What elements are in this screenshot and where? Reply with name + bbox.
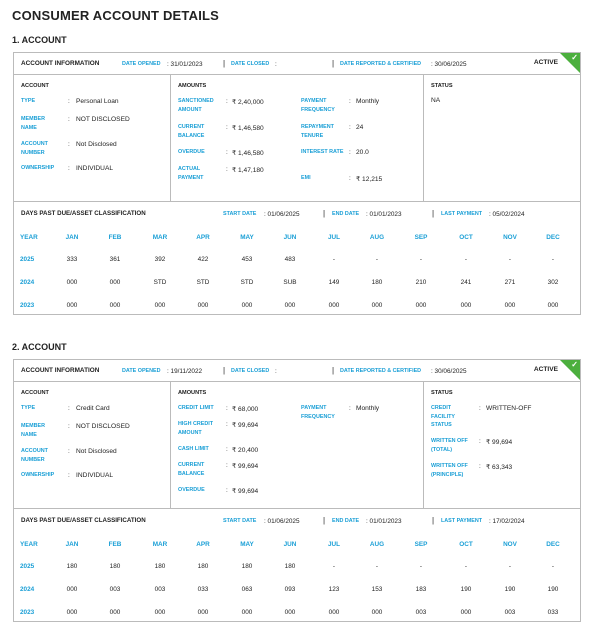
status-field-label: CREDIT FACILITY STATUS [431,405,455,428]
status-section-title: STATUS [431,390,453,396]
dpd-header-cell: JUN [283,541,297,548]
dpd-header-cell: NOV [503,234,517,241]
account-info-bar [14,53,580,75]
dpd-header-cell: OCT [459,234,473,241]
dpd-value-cell: 302 [547,279,559,286]
check-icon: ✓ [571,360,578,369]
amount-field-label: CURRENT BALANCE [178,462,205,477]
dpd-value-cell: 000 [197,302,209,309]
dpd-header-cell: MAR [152,234,168,241]
colon: : [226,487,228,494]
account-sections [14,382,580,509]
last-payment-value: : 17/02/2024 [489,517,525,525]
colon: : [349,124,351,131]
dpd-title: DAYS PAST DUE/ASSET CLASSIFICATION [21,517,146,524]
date-closed-value: : [275,60,277,68]
status-field-label: WRITTEN OFF (PRINCIPLE) [431,463,468,478]
status-section [424,382,581,509]
dpd-header-cell: JAN [65,234,79,241]
account-heading: 1. ACCOUNT [12,35,67,45]
colon: : [226,124,228,131]
dpd-value-cell: 180 [109,563,121,570]
separator: | [223,366,226,375]
dpd-year-cell: 2025 [20,563,35,570]
separator: | [323,516,326,525]
dpd-value-cell: 190 [460,586,472,593]
check-icon: ✓ [571,53,578,62]
dpd-value-cell: - [464,256,468,263]
dpd-value-cell: 180 [66,563,78,570]
amount-field-value: ₹ 12,215 [356,175,383,183]
amount-field-value: ₹ 2,40,000 [232,98,264,106]
dpd-value-cell: 000 [415,302,427,309]
dpd-value-cell: 210 [415,279,427,286]
account-sections [14,75,580,202]
dpd-value-cell: 241 [460,279,472,286]
colon: : [226,166,228,173]
dpd-value-cell: 392 [154,256,166,263]
dpd-header-cell: MAR [152,541,168,548]
colon: : [349,98,351,105]
amount-field-label: REPAYMENT TENURE [301,124,334,139]
colon: : [68,98,70,105]
last-payment-label: LAST PAYMENT [441,518,483,524]
dpd-value-cell: 000 [284,302,296,309]
account-field-label: MEMBER NAME [21,423,45,438]
amount-field-label: CREDIT LIMIT [178,405,214,411]
status-field-label: WRITTEN OFF (TOTAL) [431,438,468,453]
last-payment-value: : 05/02/2024 [489,210,525,218]
amount-field-label: ACTUAL PAYMENT [178,166,204,181]
dpd-year-cell: 2024 [20,586,35,593]
amount-field-value: ₹ 20,400 [232,446,259,454]
dpd-value-cell: - [551,563,555,570]
account-field-label: OWNERSHIP [21,165,55,171]
status-badge: ACTIVE [533,366,558,373]
amount-field-label: PAYMENT FREQUENCY [301,405,335,420]
dpd-header-cell: JUL [327,234,341,241]
dpd-value-cell: - [508,256,512,263]
amount-field-value: 24 [356,123,364,131]
date-opened-value: : 31/01/2023 [167,60,203,68]
separator: | [332,59,335,68]
account-section [14,75,171,202]
dpd-value-cell: 190 [547,586,559,593]
dpd-value-cell: - [551,256,555,263]
amounts-section-title: AMOUNTS [178,390,207,396]
dpd-value-cell: 000 [66,302,78,309]
dpd-value-cell: 000 [154,302,166,309]
dpd-value-cell: 333 [66,256,78,263]
amount-field-value: ₹ 1,46,580 [232,149,264,157]
dpd-value-cell: 000 [109,302,121,309]
date-closed-label: DATE CLOSED [231,368,270,374]
dpd-value-cell: 149 [328,279,340,286]
dpd-header-cell: APR [196,234,210,241]
amount-field-value: ₹ 68,000 [232,405,259,413]
amount-field-value: ₹ 1,46,580 [232,124,264,132]
dpd-value-cell: 000 [460,302,472,309]
amount-field-value: ₹ 99,694 [232,421,259,429]
status-field-value: ₹ 63,343 [486,463,513,471]
separator: | [432,209,435,218]
account-field-value: INDIVIDUAL [76,164,114,172]
date-closed-value: : [275,367,277,375]
dpd-grid [14,531,580,622]
account-card [13,359,581,622]
dpd-value-cell: 000 [66,586,78,593]
separator: | [432,516,435,525]
amount-field-label: OVERDUE [178,487,205,493]
dpd-value-cell: - [419,563,423,570]
date-reported-label: DATE REPORTED & CERTIFIED [340,61,422,67]
amount-field-label: SANCTIONED AMOUNT [178,98,214,113]
colon: : [68,165,70,172]
amounts-section [171,382,424,509]
amounts-section [171,75,424,202]
dpd-value-cell: 003 [109,586,121,593]
dpd-value-cell: 180 [197,563,209,570]
start-date-value: : 01/06/2025 [264,210,300,218]
date-opened-label: DATE OPENED [122,61,161,67]
dpd-value-cell: 000 [371,609,383,616]
colon: : [226,98,228,105]
dpd-header-cell: MAY [240,234,254,241]
account-section [14,382,171,509]
dpd-year-cell: 2025 [20,256,35,263]
status-section [424,75,581,202]
dpd-value-cell: - [332,563,336,570]
dpd-header-cell: YEAR [20,234,38,241]
dpd-value-cell: 453 [241,256,253,263]
amount-field-label: PAYMENT FREQUENCY [301,98,335,113]
colon: : [68,116,70,123]
account-section-title: ACCOUNT [21,83,49,89]
account-info-title: ACCOUNT INFORMATION [21,60,100,67]
dpd-year-cell: 2024 [20,279,35,286]
amount-field-value: Monthly [356,97,380,105]
dpd-value-cell: 000 [109,609,121,616]
dpd-header-cell: JAN [65,541,79,548]
dpd-header-cell: SEP [414,234,428,241]
date-reported-value: : 30/06/2025 [431,60,467,68]
dpd-grid [14,224,580,315]
status-field-value: ₹ 99,694 [486,438,513,446]
account-field-label: ACCOUNT NUMBER [21,448,48,463]
colon: : [226,405,228,412]
dpd-header-cell: YEAR [20,541,38,548]
dpd-value-cell: STD [153,279,167,286]
colon: : [68,423,70,430]
separator: | [332,366,335,375]
account-field-label: MEMBER NAME [21,116,45,131]
account-field-value: INDIVIDUAL [76,471,114,479]
colon: : [479,405,481,412]
account-field-label: TYPE [21,98,36,104]
date-closed-label: DATE CLOSED [231,61,270,67]
account-field-value: NOT DISCLOSED [76,422,130,430]
status-text: NA [431,97,441,104]
dpd-header-cell: APR [196,541,210,548]
dpd-value-cell: 123 [328,586,340,593]
status-field-value: WRITTEN-OFF [486,404,532,412]
dpd-value-cell: 180 [241,563,253,570]
end-date-value: : 01/01/2023 [366,517,402,525]
date-reported-value: : 30/06/2025 [431,367,467,375]
dpd-header-cell: AUG [369,234,385,241]
dpd-value-cell: 153 [371,586,383,593]
dpd-header-cell: DEC [546,541,560,548]
status-badge: ACTIVE [533,59,558,66]
account-field-value: Not Disclosed [76,447,117,455]
dpd-value-cell: 000 [547,302,559,309]
dpd-value-cell: 483 [284,256,296,263]
dpd-year-cell: 2023 [20,302,35,309]
dpd-value-cell: STD [196,279,210,286]
colon: : [349,405,351,412]
dpd-value-cell: 000 [66,279,78,286]
end-date-label: END DATE [332,518,360,524]
account-field-value: Not Disclosed [76,140,117,148]
account-heading: 2. ACCOUNT [12,342,67,352]
dpd-value-cell: 000 [460,609,472,616]
start-date-value: : 01/06/2025 [264,517,300,525]
colon: : [226,462,228,469]
dpd-value-cell: 000 [66,609,78,616]
end-date-value: : 01/01/2023 [366,210,402,218]
amount-field-label: CASH LIMIT [178,446,209,452]
dpd-header-cell: NOV [503,541,517,548]
account-info-bar [14,360,580,382]
dpd-value-cell: 000 [371,302,383,309]
colon: : [226,446,228,453]
colon: : [68,448,70,455]
colon: : [479,463,481,470]
dpd-bar [14,509,580,531]
dpd-title: DAYS PAST DUE/ASSET CLASSIFICATION [21,210,146,217]
separator: | [223,59,226,68]
dpd-value-cell: 063 [241,586,253,593]
dpd-value-cell: 190 [504,586,516,593]
dpd-value-cell: STD [240,279,254,286]
account-field-label: TYPE [21,405,36,411]
colon: : [349,149,351,156]
amount-field-label: HIGH CREDIT AMOUNT [178,421,214,436]
colon: : [479,438,481,445]
dpd-value-cell: 361 [109,256,121,263]
dpd-value-cell: 093 [284,586,296,593]
dpd-bar [14,202,580,224]
dpd-value-cell: 003 [415,609,427,616]
colon: : [68,141,70,148]
dpd-value-cell: 033 [197,586,209,593]
dpd-value-cell: - [332,256,336,263]
dpd-value-cell: 000 [504,302,516,309]
amount-field-label: EMI [301,175,311,181]
dpd-header-cell: OCT [459,541,473,548]
amount-field-label: CURRENT BALANCE [178,124,205,139]
end-date-label: END DATE [332,211,360,217]
amount-field-value: ₹ 1,47,180 [232,166,264,174]
dpd-value-cell: 000 [328,302,340,309]
dpd-value-cell: 180 [284,563,296,570]
amount-field-label: INTEREST RATE [301,149,344,155]
amounts-section-title: AMOUNTS [178,83,207,89]
dpd-value-cell: 000 [109,279,121,286]
dpd-value-cell: 271 [504,279,516,286]
dpd-value-cell: 183 [415,586,427,593]
account-field-value: Personal Loan [76,97,119,105]
dpd-header-cell: JUN [283,234,297,241]
dpd-value-cell: 033 [547,609,559,616]
amount-field-value: Monthly [356,404,380,412]
dpd-header-cell: FEB [108,541,122,548]
dpd-value-cell: 003 [504,609,516,616]
last-payment-label: LAST PAYMENT [441,211,483,217]
amount-field-value: ₹ 99,694 [232,487,259,495]
colon: : [226,421,228,428]
dpd-value-cell: 003 [154,586,166,593]
dpd-value-cell: 000 [241,609,253,616]
colon: : [226,149,228,156]
dpd-value-cell: 422 [197,256,209,263]
dpd-value-cell: - [375,563,379,570]
account-field-label: ACCOUNT NUMBER [21,141,48,156]
date-opened-label: DATE OPENED [122,368,161,374]
dpd-value-cell: 180 [154,563,166,570]
dpd-header-cell: DEC [546,234,560,241]
dpd-header-cell: FEB [108,234,122,241]
dpd-value-cell: 000 [241,302,253,309]
page-title: CONSUMER ACCOUNT DETAILS [12,8,220,23]
dpd-value-cell: - [419,256,423,263]
colon: : [349,175,351,182]
date-opened-value: : 19/11/2022 [167,367,203,375]
colon: : [68,472,70,479]
start-date-label: START DATE [223,518,257,524]
dpd-value-cell: SUB [283,279,297,286]
dpd-header-cell: JUL [327,541,341,548]
account-field-label: OWNERSHIP [21,472,55,478]
account-field-value: NOT DISCLOSED [76,115,130,123]
account-field-value: Credit Card [76,404,110,412]
colon: : [68,405,70,412]
amount-field-value: 20.0 [356,148,369,156]
amount-field-value: ₹ 99,694 [232,462,259,470]
date-reported-label: DATE REPORTED & CERTIFIED [340,368,422,374]
dpd-header-cell: SEP [414,541,428,548]
dpd-value-cell: - [508,563,512,570]
separator: | [323,209,326,218]
dpd-header-cell: AUG [369,541,385,548]
dpd-year-cell: 2023 [20,609,35,616]
start-date-label: START DATE [223,211,257,217]
dpd-value-cell: - [464,563,468,570]
dpd-header-cell: MAY [240,541,254,548]
dpd-value-cell: 000 [284,609,296,616]
status-section-title: STATUS [431,83,453,89]
dpd-value-cell: 180 [371,279,383,286]
dpd-value-cell: 000 [328,609,340,616]
dpd-value-cell: 000 [197,609,209,616]
account-card [13,52,581,315]
dpd-value-cell: 000 [154,609,166,616]
amount-field-label: OVERDUE [178,149,205,155]
account-section-title: ACCOUNT [21,390,49,396]
dpd-value-cell: - [375,256,379,263]
account-info-title: ACCOUNT INFORMATION [21,367,100,374]
